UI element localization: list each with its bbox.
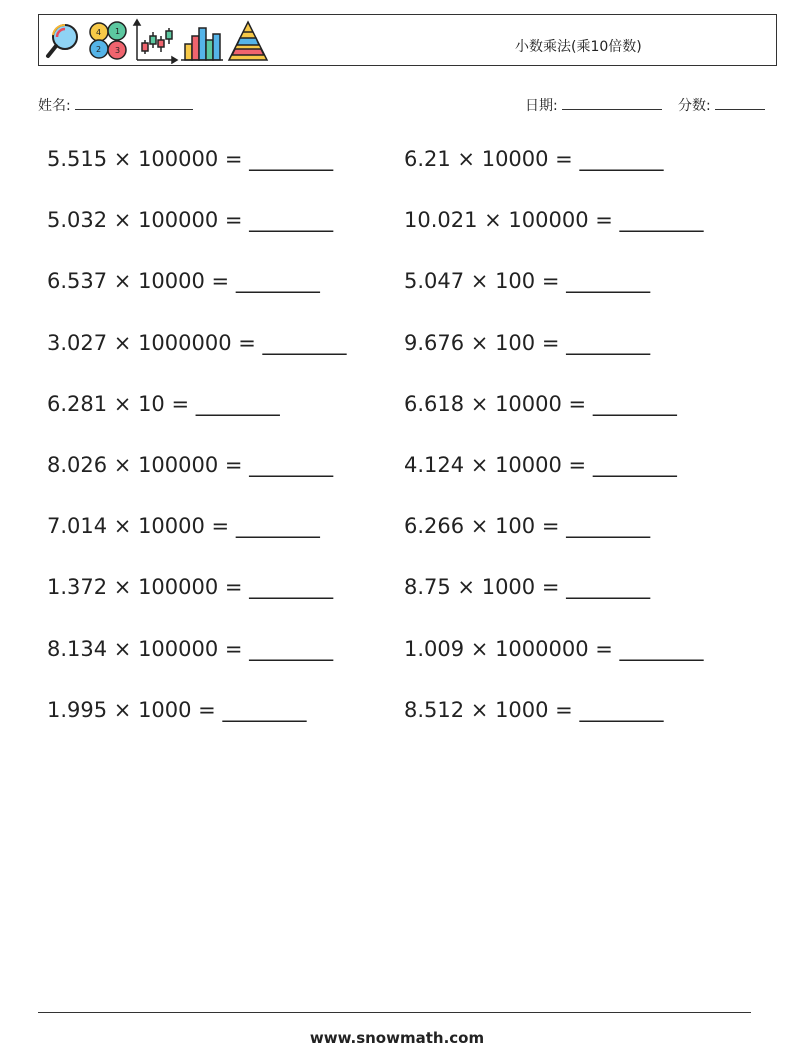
- name-label: 姓名:: [38, 98, 71, 114]
- problem-item: 8.134 × 100000 = ________: [47, 636, 334, 661]
- problem-item: 10.021 × 100000 = ________: [404, 208, 704, 233]
- problem-item: 1.009 × 1000000 = ________: [404, 636, 704, 661]
- math-icons-logo: [43, 18, 269, 64]
- problem-item: 1.995 × 1000 = ________: [47, 697, 307, 722]
- score-label: 分数:: [678, 98, 711, 114]
- page-title: 小数乘法(乘10倍数): [515, 39, 642, 55]
- problem-item: 9.676 × 100 = ________: [404, 330, 651, 355]
- date-blank-line: [562, 97, 662, 110]
- problem-item: 8.512 × 1000 = ________: [404, 697, 664, 722]
- date-field: [525, 95, 662, 115]
- problem-item: 3.027 × 1000000 = ________: [47, 330, 347, 355]
- candlestick-chart-icon: [134, 20, 177, 63]
- pyramid-icon: [229, 22, 267, 60]
- bar-chart-icon: [181, 28, 223, 60]
- magnifier-icon: [48, 25, 77, 56]
- problem-item: 4.124 × 10000 = ________: [404, 453, 677, 477]
- name-field: [38, 95, 193, 115]
- svg-text:1: 1: [115, 27, 121, 36]
- problem-item: 8.75 × 1000 = ________: [404, 575, 651, 600]
- problem-item: 5.047 × 100 = ________: [404, 269, 651, 294]
- score-field: [678, 95, 765, 115]
- name-blank-line: [75, 97, 193, 110]
- footer-site: www.snowmath.com: [309, 1029, 485, 1047]
- problem-item: 1.372 × 100000 = ________: [47, 575, 334, 600]
- date-label: 日期:: [525, 98, 558, 114]
- score-blank-line: [715, 97, 765, 110]
- svg-text:4: 4: [96, 28, 102, 37]
- footer-divider: [38, 1012, 751, 1013]
- svg-text:2: 2: [96, 45, 102, 54]
- number-blobs-icon: [90, 22, 126, 59]
- problem-item: 8.026 × 100000 = ________: [47, 453, 334, 477]
- problem-item: 6.21 × 10000 = ________: [404, 147, 664, 171]
- problem-item: 7.014 × 10000 = ________: [47, 514, 320, 539]
- problem-item: 6.281 × 10 = ________: [47, 391, 280, 416]
- problem-item: 6.537 × 10000 = ________: [47, 269, 320, 294]
- problem-item: 5.515 × 100000 = ________: [47, 147, 334, 171]
- svg-text:3: 3: [115, 46, 121, 55]
- worksheet-header: [38, 14, 777, 66]
- problem-item: 6.266 × 100 = ________: [404, 514, 651, 539]
- problem-item: 6.618 × 10000 = ________: [404, 391, 677, 416]
- problem-item: 5.032 × 100000 = ________: [47, 208, 334, 233]
